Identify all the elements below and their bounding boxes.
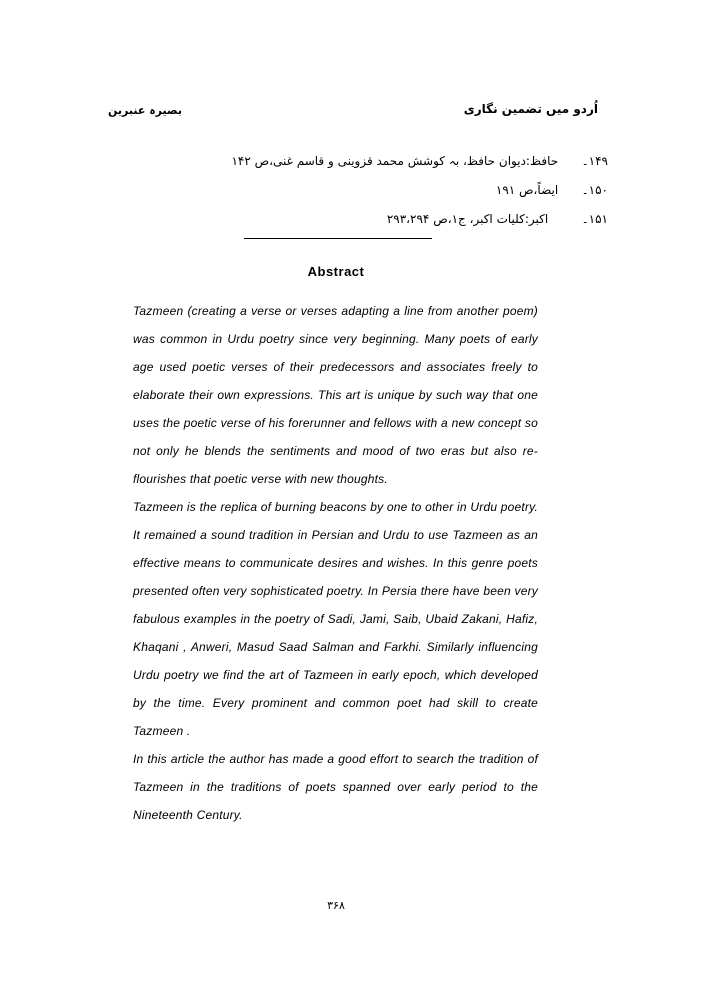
running-header-author: بصیرہ عنبرین: [108, 104, 182, 117]
abstract-paragraph: Tazmeen is the replica of burning beacons by one to other in Urdu poetry. It remained a sound tradition in Persian and Urdu to use Tazmeen as an effective means to communicate desires and wishes. In this genre poets presented often very sophisticated poetry. In Persia there have been very fabulous examples in the poetry of Sadi, Jami, Saib, Ubaid Zakani, Hafiz, Khaqani , Anweri, Masud Saad Salman and Farkhi. Similarly influencing Urdu poetry we find the art of Tazmeen in early epoch, which developed by the time. Every prominent and common poet had skill to create Tazmeen .: [133, 500, 538, 738]
footnote-number: ۱۵۰۔: [581, 183, 608, 197]
footnote-text: ایضاً،ص ۱۹۱: [495, 183, 559, 197]
abstract-title: Abstract: [307, 264, 365, 279]
footnotes: [208, 148, 608, 235]
abstract-paragraph: In this article the author has made a good effort to search the tradition of Tazmeen in the traditions of poets spanned over early period to the Nineteenth Century.: [133, 752, 538, 822]
abstract-body: [133, 297, 538, 829]
running-header-title: اُردو میں تضمین نگاری: [463, 102, 598, 116]
footnote-text: حافظ:دیوان حافظ، بہ کوشش محمد قزوینی و قاسم غنی،ص ۱۴۲: [231, 154, 559, 168]
footnote-item: [208, 177, 608, 206]
abstract-paragraph: Tazmeen (creating a verse or verses adapting a line from another poem) was common in Urdu poetry since very beginning. Many poets of early age used poetic verses of their predecessors and associates freely to elaborate their own expressions. This art is unique by such way that one uses the poetic verse of his forerunner and fellows with a new concept so not only he blends the sentiments and mood of two eras but also re-flourishes that poetic verse with new thoughts.: [133, 304, 538, 486]
footnote-divider: [244, 238, 432, 239]
page-number: ۳۶۸: [327, 899, 345, 912]
footnote-number: ۱۴۹۔: [581, 154, 608, 168]
footnote-text: اکبر:کلیات اکبر، ج۱،ص ۲۹۳،۲۹۴: [386, 212, 549, 226]
footnote-item: [208, 206, 608, 235]
footnote-item: [208, 148, 608, 177]
footnote-number: ۱۵۱۔: [581, 212, 608, 226]
